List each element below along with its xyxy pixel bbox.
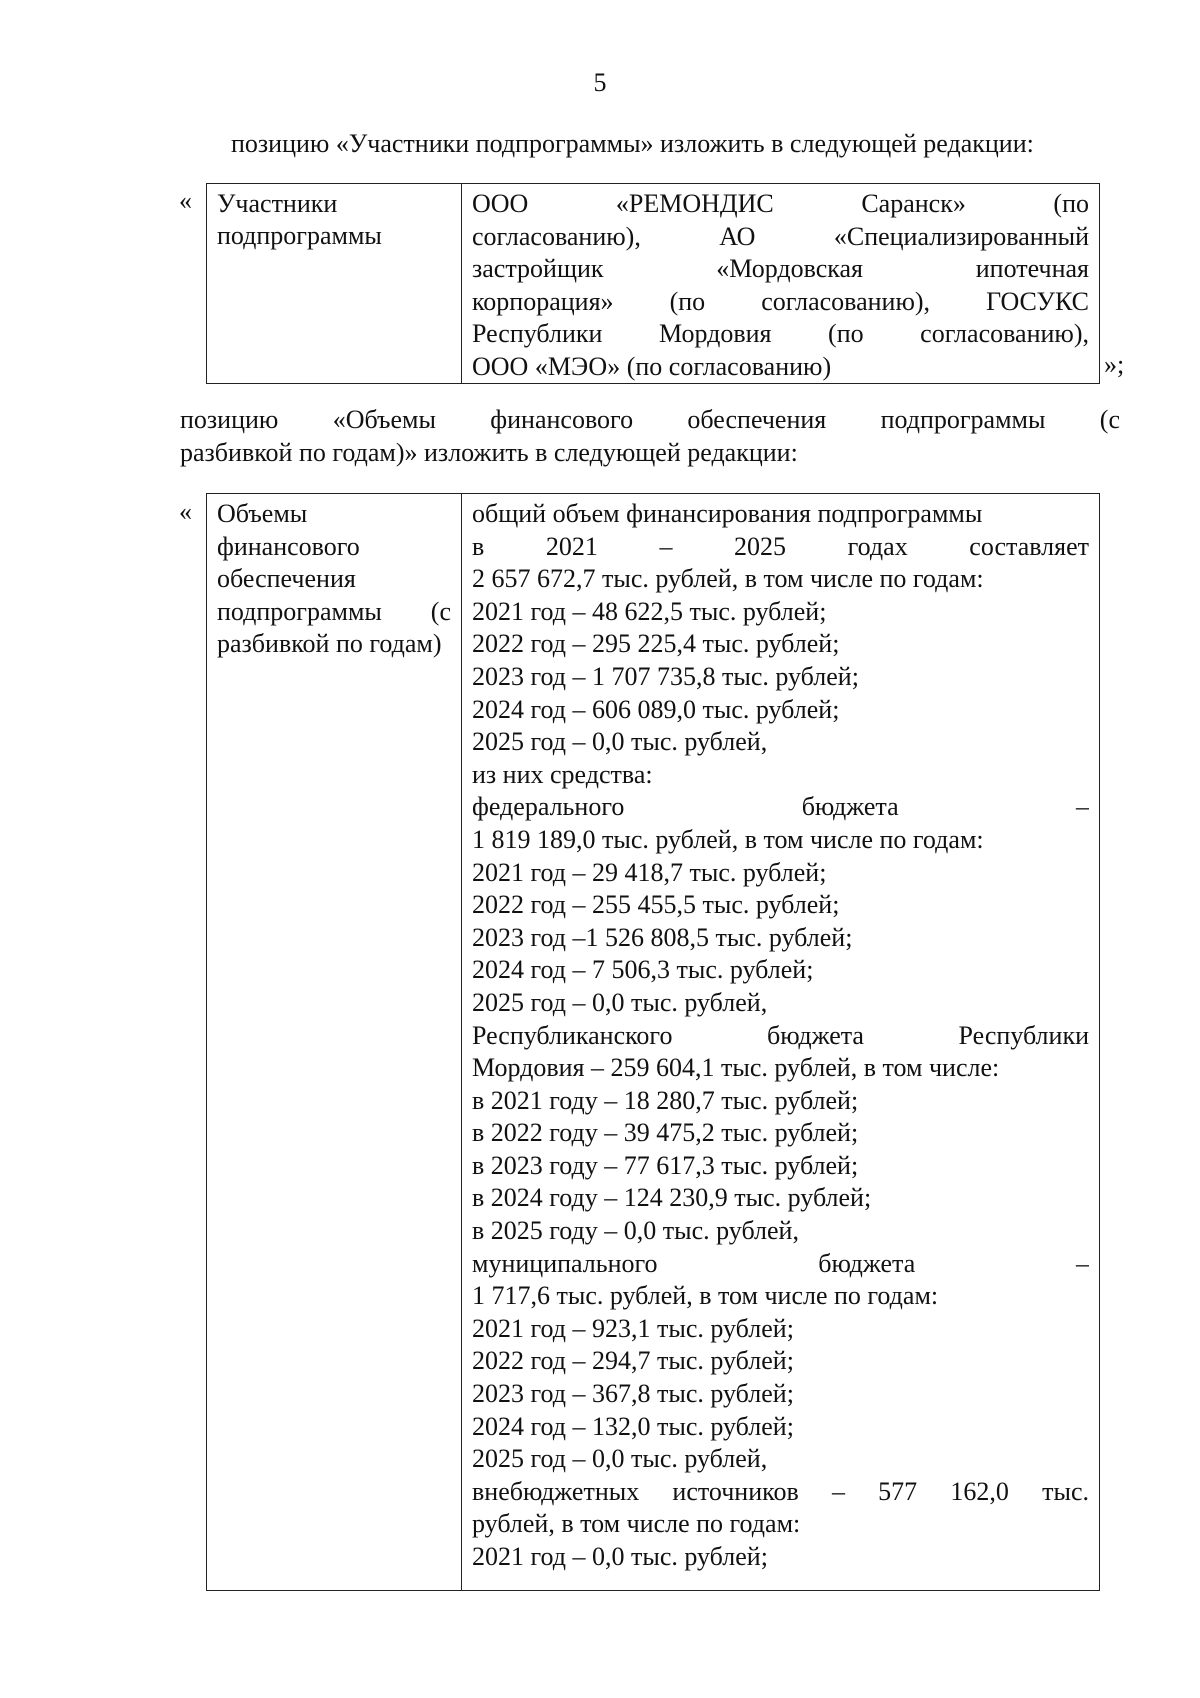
funding-value-line: в 2025 году – 0,0 тыс. рублей, bbox=[472, 1216, 799, 1246]
funding-value-line: 2022 год – 294,7 тыс. рублей; bbox=[472, 1346, 794, 1376]
funding-label-line: Объемы bbox=[217, 499, 308, 528]
participants-value-line: согласованию), АО «Специализированный bbox=[472, 221, 1089, 251]
funding-value-line: 2 657 672,7 тыс. рублей, в том числе по годам: bbox=[472, 564, 984, 594]
funding-value-line: 2022 год – 255 455,5 тыс. рублей; bbox=[472, 890, 840, 920]
funding-value-line: общий объем финансирования подпрограммы bbox=[472, 499, 983, 528]
funding-value-line: в 2023 году – 77 617,3 тыс. рублей; bbox=[472, 1150, 859, 1180]
quote-open-2: « bbox=[179, 497, 192, 526]
funding-value-line: в 2021 – 2025 годах составляет bbox=[472, 531, 1089, 561]
funding-value-line: муниципального бюджета – bbox=[472, 1248, 1089, 1278]
intro-participants: позицию «Участники подпрограммы» изложить в следующей редакции: bbox=[231, 129, 1034, 158]
participants-table bbox=[206, 183, 1100, 384]
funding-value-line: 2023 год –1 526 808,5 тыс. рублей; bbox=[472, 922, 853, 952]
funding-value-line: в 2022 году – 39 475,2 тыс. рублей; bbox=[472, 1118, 859, 1148]
page-number: 5 bbox=[593, 68, 607, 97]
participants-value-line: застройщик «Мордовская ипотечная bbox=[472, 254, 1089, 283]
funding-table bbox=[206, 493, 1100, 1591]
quote-open-1: « bbox=[179, 186, 192, 215]
funding-value-line: 2021 год – 923,1 тыс. рублей; bbox=[472, 1313, 794, 1343]
funding-value-line: 2025 год – 0,0 тыс. рублей, bbox=[472, 1444, 768, 1474]
funding-value-line: 2025 год – 0,0 тыс. рублей, bbox=[472, 987, 768, 1017]
intro-funding-line2: разбивкой по годам)» изложить в следующей редакции: bbox=[180, 438, 798, 467]
participants-value-cell bbox=[462, 184, 1100, 384]
funding-label-line: подпрограммы (с bbox=[217, 596, 451, 626]
funding-value-line: рублей, в том числе по годам: bbox=[472, 1509, 801, 1539]
funding-value-line: 2024 год – 132,0 тыс. рублей; bbox=[472, 1411, 794, 1441]
funding-value-line: 2023 год – 367,8 тыс. рублей; bbox=[472, 1379, 794, 1409]
funding-value-line: 2022 год – 295 225,4 тыс. рублей; bbox=[472, 629, 840, 659]
participants-value-line: ООО «МЭО» (по согласованию) bbox=[472, 351, 832, 381]
funding-value-line: 2021 год – 29 418,7 тыс. рублей; bbox=[472, 857, 827, 887]
funding-value-line: в 2021 году – 18 280,7 тыс. рублей; bbox=[472, 1085, 859, 1115]
funding-value-line: Республиканского бюджета Республики bbox=[472, 1020, 1089, 1050]
funding-value-line: внебюджетных источников – 577 162,0 тыс. bbox=[472, 1476, 1089, 1506]
funding-value-line: 2021 год – 48 622,5 тыс. рублей; bbox=[472, 596, 827, 626]
funding-value-line: из них средства: bbox=[472, 759, 653, 789]
participants-label-line: подпрограммы bbox=[217, 221, 382, 250]
funding-value-line: федерального бюджета – bbox=[472, 792, 1089, 822]
funding-value-cell bbox=[462, 494, 1100, 1591]
participants-label-cell bbox=[207, 184, 462, 384]
funding-value-line: 2024 год – 7 506,3 тыс. рублей; bbox=[472, 955, 814, 985]
participants-label-line: Участники bbox=[217, 189, 338, 218]
funding-value-line: 1 819 189,0 тыс. рублей, в том числе по годам: bbox=[472, 824, 984, 854]
quote-close-1: »; bbox=[1104, 350, 1125, 379]
participants-value-line: корпорация» (по согласованию), ГОСУКС bbox=[472, 286, 1089, 316]
funding-value-line: 1 717,6 тыс. рублей, в том числе по годам: bbox=[472, 1281, 939, 1311]
funding-label-line: финансового bbox=[217, 531, 360, 561]
funding-value-line: 2021 год – 0,0 тыс. рублей; bbox=[472, 1542, 768, 1571]
participants-value-line: Республики Мордовия (по согласованию), bbox=[472, 319, 1089, 348]
intro-funding-line1: позицию «Объемы финансового обеспечения подпрограммы (с bbox=[180, 405, 1120, 434]
funding-value-line: 2024 год – 606 089,0 тыс. рублей; bbox=[472, 694, 840, 724]
funding-value-line: 2025 год – 0,0 тыс. рублей, bbox=[472, 727, 768, 757]
funding-label-line: разбивкой по годам) bbox=[217, 629, 442, 659]
funding-value-line: Мордовия – 259 604,1 тыс. рублей, в том числе: bbox=[472, 1053, 1000, 1083]
funding-value-line: в 2024 году – 124 230,9 тыс. рублей; bbox=[472, 1183, 872, 1213]
funding-label-cell bbox=[207, 494, 462, 1591]
participants-value-line: ООО «РЕМОНДИС Саранск» (по bbox=[472, 189, 1089, 218]
funding-label-line: обеспечения bbox=[217, 564, 356, 594]
funding-value-line: 2023 год – 1 707 735,8 тыс. рублей; bbox=[472, 661, 859, 691]
